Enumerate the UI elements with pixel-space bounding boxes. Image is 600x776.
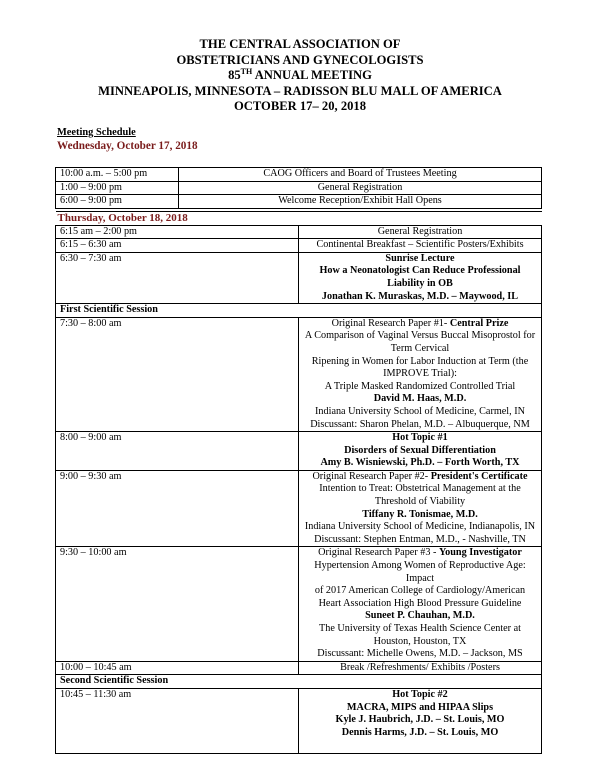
speaker: Jonathan K. Muraskas, M.D. – Maywood, IL [321, 290, 519, 302]
header-line-5: OCTOBER 17– 20, 2018 [233, 99, 367, 114]
desc-cell: CAOG Officers and Board of Trustees Meeting [179, 168, 542, 182]
speaker: Dennis Harms, J.D. – St. Louis, MO [341, 726, 499, 738]
table-row [56, 195, 542, 209]
time-cell: 6:15 – 6:30 am [56, 239, 299, 253]
speaker: Kyle J. Haubrich, J.D. – St. Louis, MO [335, 714, 505, 726]
section-row [56, 304, 542, 318]
time-cell: 1:00 – 9:00 pm [56, 181, 179, 195]
table-row [56, 547, 542, 661]
time-cell: 10:00 a.m. – 5:00 pm [56, 168, 179, 182]
section-heading: First Scientific Session [56, 304, 542, 318]
talk-title: MACRA, MIPS and HIPAA Slips [346, 701, 494, 713]
time-cell: 9:00 – 9:30 am [56, 470, 299, 547]
time-cell: 8:00 – 9:00 am [56, 432, 299, 471]
discussant: Discussant: Sharon Phelan, M.D. – Albuquerque, NM [310, 418, 530, 430]
desc-cell: Break /Refreshments/ Exhibits /Posters [299, 661, 542, 675]
desc-cell [299, 470, 542, 547]
time-cell: 10:45 – 11:30 am [56, 688, 299, 753]
time-cell: 6:00 – 9:00 pm [56, 195, 179, 209]
day2-table [55, 211, 542, 754]
paper-title: A Triple Masked Randomized Controlled Trial [324, 380, 516, 392]
desc-cell: Continental Breakfast – Scientific Posters/Exhibits [299, 239, 542, 253]
affiliation: Indiana University School of Medicine, Carmel, IN [315, 405, 525, 417]
speaker: Suneet P. Chauhan, M.D. [365, 610, 475, 622]
paper-title: A Comparison of Vaginal Versus Buccal Misoprostol for Term Cervical [304, 330, 536, 354]
table-row [56, 317, 542, 431]
table-row [56, 688, 542, 753]
header-line-2: OBSTETRICIANS AND GYNECOLOGISTS [176, 52, 424, 67]
paper-title: Ripening in Women for Labor Induction at Term (the IMPROVE Trial): [311, 355, 529, 380]
desc-cell: General Registration [299, 225, 542, 239]
desc-cell: General Registration [179, 181, 542, 195]
header-line-1: THE CENTRAL ASSOCIATION OF [199, 37, 401, 51]
paper-label: Original Research Paper #3 - Young Investigator [318, 547, 522, 559]
time-cell: 6:30 – 7:30 am [56, 252, 299, 303]
session-title: Sunrise Lecture [385, 252, 455, 264]
desc-cell [299, 317, 542, 431]
desc-cell [299, 688, 542, 753]
desc-cell: Welcome Reception/Exhibit Hall Opens [179, 195, 542, 209]
day2-heading-row [56, 212, 542, 226]
paper-label: Original Research Paper #1- Central Prize [331, 317, 509, 329]
section-heading: Second Scientific Session [56, 675, 542, 689]
table-row [56, 239, 542, 253]
time-cell: 7:30 – 8:00 am [56, 317, 299, 431]
header-line-3: 85TH ANNUAL MEETING [228, 67, 372, 83]
desc-cell [299, 432, 542, 471]
affiliation: Indiana University School of Medicine, Indianapolis, IN [304, 521, 536, 533]
session-title: Hot Topic #2 [392, 688, 448, 700]
paper-label: Original Research Paper #2- President's Certificate [312, 470, 528, 482]
day1-table [55, 167, 542, 209]
paper-title: Hypertension Among Women of Reproductive Age: Impact [314, 560, 526, 584]
speaker: David M. Haas, M.D. [373, 393, 467, 405]
table-row [56, 432, 542, 471]
table-row [56, 181, 542, 195]
desc-cell [299, 547, 542, 661]
table-row [56, 168, 542, 182]
paper-title: of 2017 American College of Cardiology/American [314, 585, 526, 597]
speaker: Tiffany R. Tonismae, M.D. [362, 508, 478, 520]
paper-title: Intention to Treat: Obstetrical Management at the Threshold of Viability [319, 483, 521, 508]
paper-title: Heart Association High Blood Pressure Guideline [318, 597, 522, 609]
table-row [56, 225, 542, 239]
discussant: Discussant: Michelle Owens, M.D. – Jackson, MS [317, 648, 523, 660]
header-line-4: MINNEAPOLIS, MINNESOTA – RADISSON BLU MALL OF AMERICA [98, 83, 502, 98]
section-row [56, 675, 542, 689]
speaker: Amy B. Wisniewski, Ph.D. – Forth Worth, TX [320, 457, 520, 469]
desc-cell [299, 252, 542, 303]
day1-heading: Wednesday, October 17, 2018 [57, 140, 198, 152]
document-header [0, 37, 600, 115]
talk-title: How a Neonatologist Can Reduce Professional Liability in OB [319, 265, 521, 289]
table-row [56, 252, 542, 303]
session-title: Hot Topic #1 [392, 432, 448, 444]
time-cell: 6:15 am – 2:00 pm [56, 225, 299, 239]
time-cell: 9:30 – 10:00 am [56, 547, 299, 661]
table-row [56, 470, 542, 547]
day2-heading: Thursday, October 18, 2018 [56, 212, 542, 226]
discussant: Discussant: Stephen Entman, M.D., - Nashville, TN [314, 533, 526, 545]
time-cell: 10:00 – 10:45 am [56, 661, 299, 675]
talk-title: Disorders of Sexual Differentiation [344, 444, 496, 456]
schedule-title: Meeting Schedule [57, 127, 136, 138]
affiliation: The University of Texas Health Science Center at Houston, Houston, TX [319, 623, 521, 647]
table-row [56, 661, 542, 675]
